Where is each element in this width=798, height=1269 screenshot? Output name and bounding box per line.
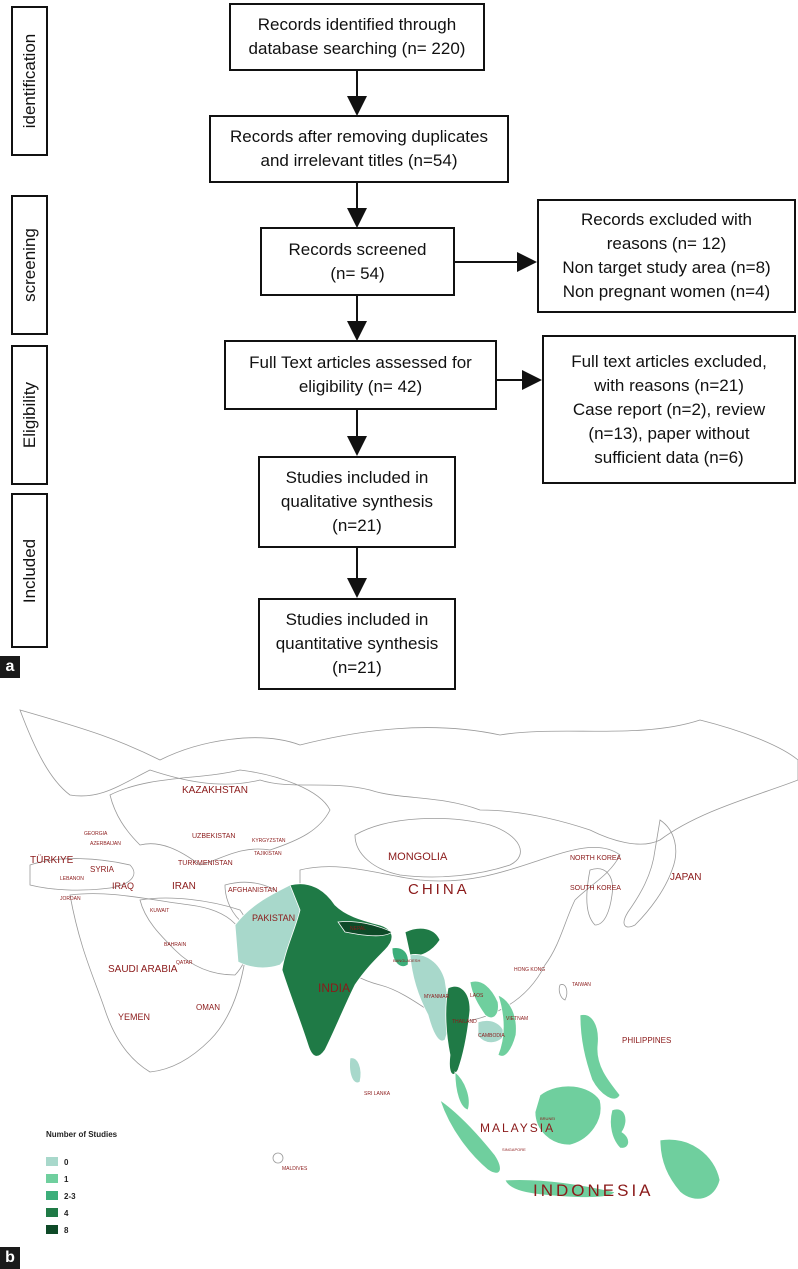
label-indonesia: INDONESIA [533,1181,654,1200]
legend-swatch-3 [46,1208,58,1217]
phase-identification: identification [11,6,48,156]
label-maldives: MALDIVES [282,1166,308,1172]
label-pakistan: PAKISTAN [252,913,296,923]
label-malaysia: MALAYSIA [480,1121,556,1135]
label-iran: IRAN [172,881,196,892]
country-labels [30,785,702,1200]
label-myanmar: MYANMAR [424,994,450,1000]
phase-eligibility: Eligibility [11,345,48,485]
label-turkmenistan: TURKMENISTAN [178,860,233,867]
fill-new-guinea [660,1139,720,1199]
legend-label-3: 4 [64,1209,69,1218]
fill-cambodia [478,1021,505,1043]
label-jordan: JORDAN [60,896,81,902]
label-north-korea: NORTH KOREA [570,855,622,862]
label-yemen: YEMEN [118,1012,151,1022]
phase-screening: screening [11,195,48,335]
fill-sumatra [440,1100,500,1173]
label-laos: LAOS [470,993,484,999]
fill-laos [470,981,498,1018]
legend-label-0: 0 [64,1158,69,1167]
box-fulltext-excluded: Full text articles excluded, with reasons (n=21) Case report (n=2), review (n=13), paper without sufficient data (n=6) [542,335,796,484]
label-philippines: PHILIPPINES [622,1036,672,1045]
legend-swatch-0 [46,1157,58,1166]
outline-mongolia [355,818,520,877]
label-georgia: GEORGIA [84,831,108,837]
label-uzbekistan: UZBEKISTAN [192,833,236,840]
legend-label-4: 8 [64,1226,69,1235]
label-tajikistan: TAJIKISTAN [254,851,282,857]
label-taiwan: TAIWAN [572,982,591,988]
label-kuwait: KUWAIT [150,908,170,914]
label-azerbaijan: AZERBAIJAN [90,841,121,847]
label-qatar: QATAR [176,960,193,966]
outline-middle-east [70,894,246,1072]
label-mongolia: MONGOLIA [388,851,448,863]
label-afghanistan: AFGHANISTAN [228,887,278,894]
label-lebanon: LEBANON [60,876,84,882]
box-qualitative-synthesis: Studies included in qualitative synthesis (n=21) [258,456,456,548]
fill-thailand [446,986,470,1074]
panel-label-b: b [0,1247,20,1269]
label-bangladesh: BANGLADESH [393,958,421,963]
label-syria: SYRIA [90,865,115,874]
label-china: CHINA [408,881,470,898]
panel-label-a: a [0,656,20,678]
fill-malaysia-peninsula [455,1072,469,1110]
label-saudi-arabia: SAUDI ARABIA [108,964,178,975]
outline-taiwan [559,984,567,1000]
legend-label-1: 1 [64,1175,69,1184]
outline-maldives [273,1153,283,1163]
box-records-identified: Records identified through database searching (n= 220) [229,3,485,71]
box-records-screened: Records screened (n= 54) [260,227,455,296]
map-legend [46,1130,118,1235]
box-fulltext-assessed: Full Text articles assessed for eligibility (n= 42) [224,340,497,410]
label-nepal: NEPAL [350,926,367,932]
asia-map [0,700,798,1269]
outline-japan [624,820,676,927]
legend-label-2: 2-3 [64,1192,76,1201]
label-japan: JAPAN [670,872,702,883]
fill-northeast-india [405,928,440,955]
box-quantitative-synthesis: Studies included in quantitative synthesis (n=21) [258,598,456,690]
label-south-korea: SOUTH KOREA [570,885,621,892]
label-turkiye: TÜRKIYE [30,855,74,866]
label-vietnam: VIETNAM [506,1016,529,1022]
label-kyrgyzstan: KYRGYZSTAN [252,838,286,844]
legend-swatch-2 [46,1191,58,1200]
label-india: INDIA [318,981,351,995]
fill-sri-lanka [350,1058,361,1083]
legend-title: Number of Studies [46,1130,118,1139]
label-brunei: BRUNEI [540,1116,556,1121]
label-thailand: THAILAND [452,1019,477,1025]
legend-swatch-1 [46,1174,58,1183]
label-kazakhstan: KAZAKHSTAN [182,785,248,796]
outline-russia [20,710,798,844]
outline-korea [587,869,613,925]
label-sri-lanka: SRI LANKA [364,1091,391,1097]
label-cambodia: CAMBODIA [478,1033,505,1039]
label-oman: OMAN [196,1003,220,1012]
fill-vietnam [498,995,516,1056]
box-records-excluded: Records excluded with reasons (n= 12) Non target study area (n=8) Non pregnant women (n=4) [537,199,796,313]
label-bahrain: BAHRAIN [164,942,187,948]
phase-included: Included [11,493,48,648]
label-iraq: IRAQ [112,881,135,891]
legend-swatch-4 [46,1225,58,1234]
label-hong-kong: HONG KONG [514,967,546,973]
fill-philippines [580,1015,620,1099]
label-singapore: SINGAPORE [502,1147,526,1152]
fill-sulawesi [610,1109,628,1148]
box-after-duplicates: Records after removing duplicates and irrelevant titles (n=54) [209,115,509,183]
